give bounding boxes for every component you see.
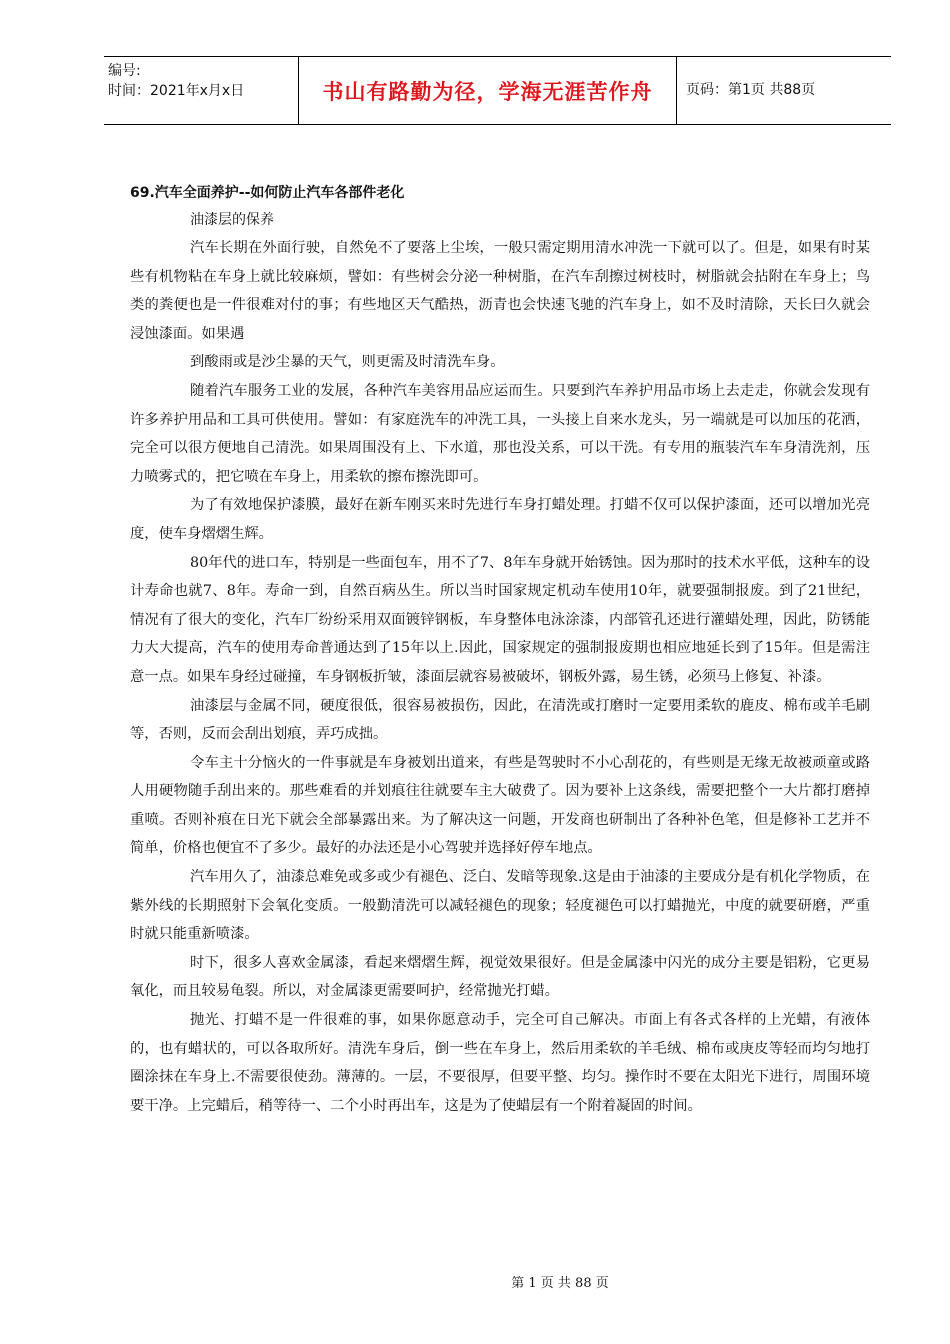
header-page-info: 页码：第1页 共88页 <box>686 82 816 98</box>
paragraph: 随着汽车服务工业的发展，各种汽车美容用品应运而生。只要到汽车养护用品市场上去走走，你就会发现有许多养护用品和工具可供使用。譬如：有家庭洗车的冲洗工具，一头接上自来水龙头，另一端就是可以加压的花洒，完全可以很方便地自己清洗。如果周围没有上、下水道，那也没关系，可以干洗。有专用的瓶装汽车车身清洗剂，压力喷雾式的，把它喷在车身上，用柔软的擦布擦洗即可。 <box>130 382 870 485</box>
header-slogan: 书山有路勤为径，学海无涯苦作舟 <box>322 79 653 104</box>
header-meta <box>108 61 298 101</box>
paragraph: 令车主十分恼火的一件事就是车身被划出道来，有些是驾驶时不小心刮花的，有些则是无缘无故被顽童或路人用硬物随手刮出来的。那些难看的并划痕往往就要车主大破费了。因为要补上这条线，需要把整个一大片都打磨掉重喷。否则补痕在日光下就会全部暴露出来。为了解决这一问题，开发商也研制出了各种补色笔，但是修补工艺并不简单，价格也便宜不了多少。最好的办法还是小心驾驶并选择好停车地点。 <box>130 754 870 857</box>
section-heading: 油漆层的保养 <box>190 212 274 228</box>
number-label: 编号: <box>108 63 141 79</box>
article-body <box>130 180 870 1120</box>
header-table <box>104 56 891 125</box>
time-label: 时间：2021年x月x日 <box>108 83 245 99</box>
paragraph: 为了有效地保护漆膜，最好在新车刚买来时先进行车身打蜡处理。打蜡不仅可以保护漆面，还可以增加光亮度，使车身熠熠生辉。 <box>130 497 870 542</box>
paragraph: 抛光、打蜡不是一件很难的事，如果你愿意动手，完全可自己解决。市面上有各式各样的上光蜡，有液体的，也有蜡状的，可以各取所好。清洗车身后，倒一些在车身上，然后用柔软的羊毛绒、棉布或庚皮等轻而均匀地打圈涂抹在车身上.不需要很使劲。薄薄的。一层，不要很厚，但要平整、均匀。操作时不要在太阳光下进行，周围环境要干净。上完蜡后，稍等待一、二个小时再出车，这是为了使蜡层有一个附着凝固的时间。 <box>130 1012 870 1114</box>
header-divider <box>676 57 677 124</box>
article-title: 69.汽车全面养护--如何防止汽车各部件老化 <box>130 185 405 201</box>
footer-page-number: 第 1 页 共 88 页 <box>511 1276 609 1291</box>
paragraph: 油漆层与金属不同，硬度很低，很容易被损伤，因此，在清洗或打磨时一定要用柔软的鹿皮、棉布或羊毛刷等，否则，反而会刮出划痕，弄巧成拙。 <box>130 697 870 743</box>
paragraph: 80年代的进口车，特别是一些面包车，用不了7、8年车身就开始锈蚀。因为那时的技术水平低，这种车的设计寿命也就7、8年。寿命一到，自然百病丛生。所以当时国家规定机动车使用10年，就要强制报废。到了21世纪，情况有了很大的变化，汽车厂纷纷采用双面镀锌钢板，车身整体电泳涂漆，内部管孔还进行灌蜡处理，因此，防锈能力大大提高，汽车的使用寿命普通达到了15年以上.因此，国家规定的强制报废期也相应地延长到了15年。但是需注意一点。如果车身经过碰撞，车身钢板折皱，漆面层就容易被破坏，钢板外露，易生锈，必须马上修复、补漆。 <box>130 554 870 685</box>
paragraph: 时下，很多人喜欢金属漆，看起来熠熠生辉，视觉效果很好。但是金属漆中闪光的成分主要是铝粉，它更易氧化，而且较易龟裂。所以，对金属漆更需要呵护，经常抛光打蜡。 <box>130 954 870 1000</box>
paragraph: 到酸雨或是沙尘暴的天气，则更需及时清洗车身。 <box>190 354 505 371</box>
paragraph: 汽车用久了，油漆总难免或多或少有褪色、泛白、发暗等现象.这是由于油漆的主要成分是有机化学物质，在紫外线的长期照射下会氧化变质。一般勤清洗可以减轻褪色的现象；轻度褪色可以打蜡抛光，中度的就要研磨，严重时就只能重新喷漆。 <box>130 869 870 943</box>
paragraph: 汽车长期在外面行驶，自然免不了要落上尘埃，一般只需定期用清水冲洗一下就可以了。但是，如果有时某些有机物粘在车身上就比较麻烦，譬如：有些树会分泌一种树脂，在汽车刮擦过树枝时，树脂就会拈附在车身上；鸟类的粪便也是一件很难对付的事；有些地区天气酷热，沥青也会快速飞驰的汽车身上，如不及时清除，天长曰久就会浸蚀漆面。如果遇 <box>130 240 870 342</box>
page-footer <box>0 1272 950 1291</box>
